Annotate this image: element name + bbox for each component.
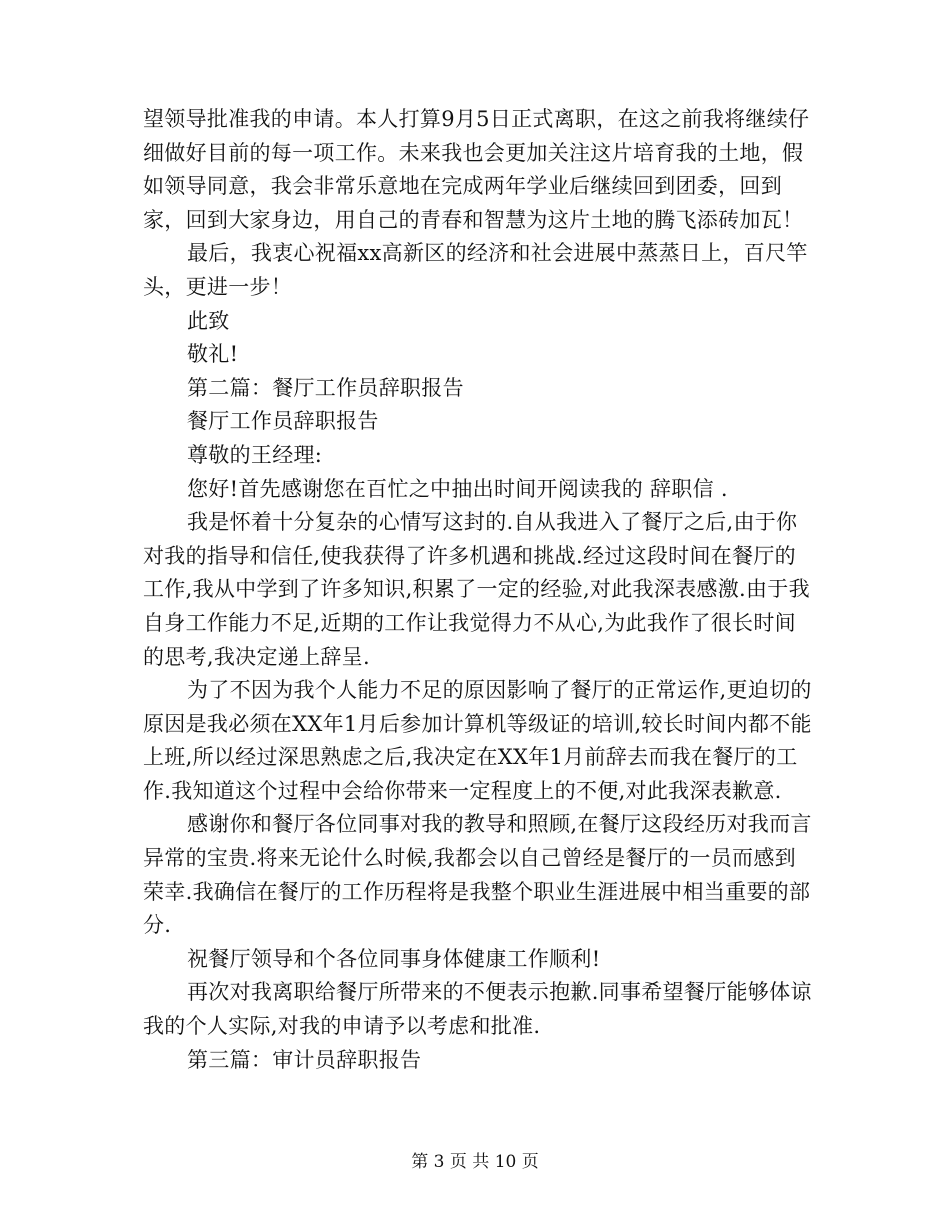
letter-addressee: 尊敬的王经理: xyxy=(187,442,323,467)
letter-greeting: 您好!首先感谢您在百忙之中抽出时间开阅读我的 辞职信 . xyxy=(187,476,728,501)
paragraph-closing-wish: 最后，我衷心祝福xx高新区的经济和社会进展中蒸蒸日上，百尺竿头，更进一步！ xyxy=(143,241,808,299)
letter-wish: 祝餐厅领导和个各位同事身体健康工作顺利! xyxy=(187,946,601,971)
letter-paragraph: 我是怀着十分复杂的心情写这封的.自从我进入了餐厅之后,由于你对我的指导和信任,使我获得了许多机遇和挑战.经过这段时间在餐厅的工作,我从中学到了许多知识,积累了一定的经验,对此我深表感激.由于我自身工作能力不足,近期的工作让我觉得力不从心,为此我作了很长时间的思考,我决定递上辞呈. xyxy=(143,510,810,669)
letter-paragraph: 再次对我离职给餐厅所带来的不便表示抱歉.同事希望餐厅能够体谅我的个人实际,对我的申请予以考虑和批准. xyxy=(143,980,812,1039)
letter-paragraph: 感谢你和餐厅各位同事对我的教导和照顾,在餐厅这段经历对我而言异常的宝贵.将来无论什么时候,我都会以自己曾经是餐厅的一员而感到荣幸.我确信在餐厅的工作历程将是我整个职业生涯进展中相当重要的部分. xyxy=(143,812,812,938)
salutation-cizhi: 此致 xyxy=(187,308,230,333)
letter-paragraph: 为了不因为我个人能力不足的原因影响了餐厅的正常运作,更迫切的原因是我必须在XX年1月后参加计算机等级证的培训,较长时间内都不能上班,所以经过深思熟虑之后,我决定在XX年1月前辞去而我在餐厅的工作.我知道这个过程中会给你带来一定程度上的不便,对此我深表歉意. xyxy=(143,678,812,803)
paragraph-continuation: 望领导批准我的申请。本人打算9月5日正式离职，在这之前我将继续仔细做好目前的每一项工作。未来我也会更加关注这片培育我的土地，假如领导同意，我会非常乐意地在完成两年学业后继续回到团委，回到家，回到大家身边，用自己的青春和智慧为这片土地的腾飞添砖加瓦！ xyxy=(143,107,810,232)
page-number-footer: 第 3 页 共 10 页 xyxy=(411,1152,539,1172)
letter-title: 餐厅工作员辞职报告 xyxy=(187,409,379,434)
salutation-jingli: 敬礼! xyxy=(187,342,239,367)
section-heading-3: 第三篇：审计员辞职报告 xyxy=(187,1047,422,1072)
section-heading-2: 第二篇：餐厅工作员辞职报告 xyxy=(187,375,464,400)
document-body xyxy=(143,103,813,1077)
